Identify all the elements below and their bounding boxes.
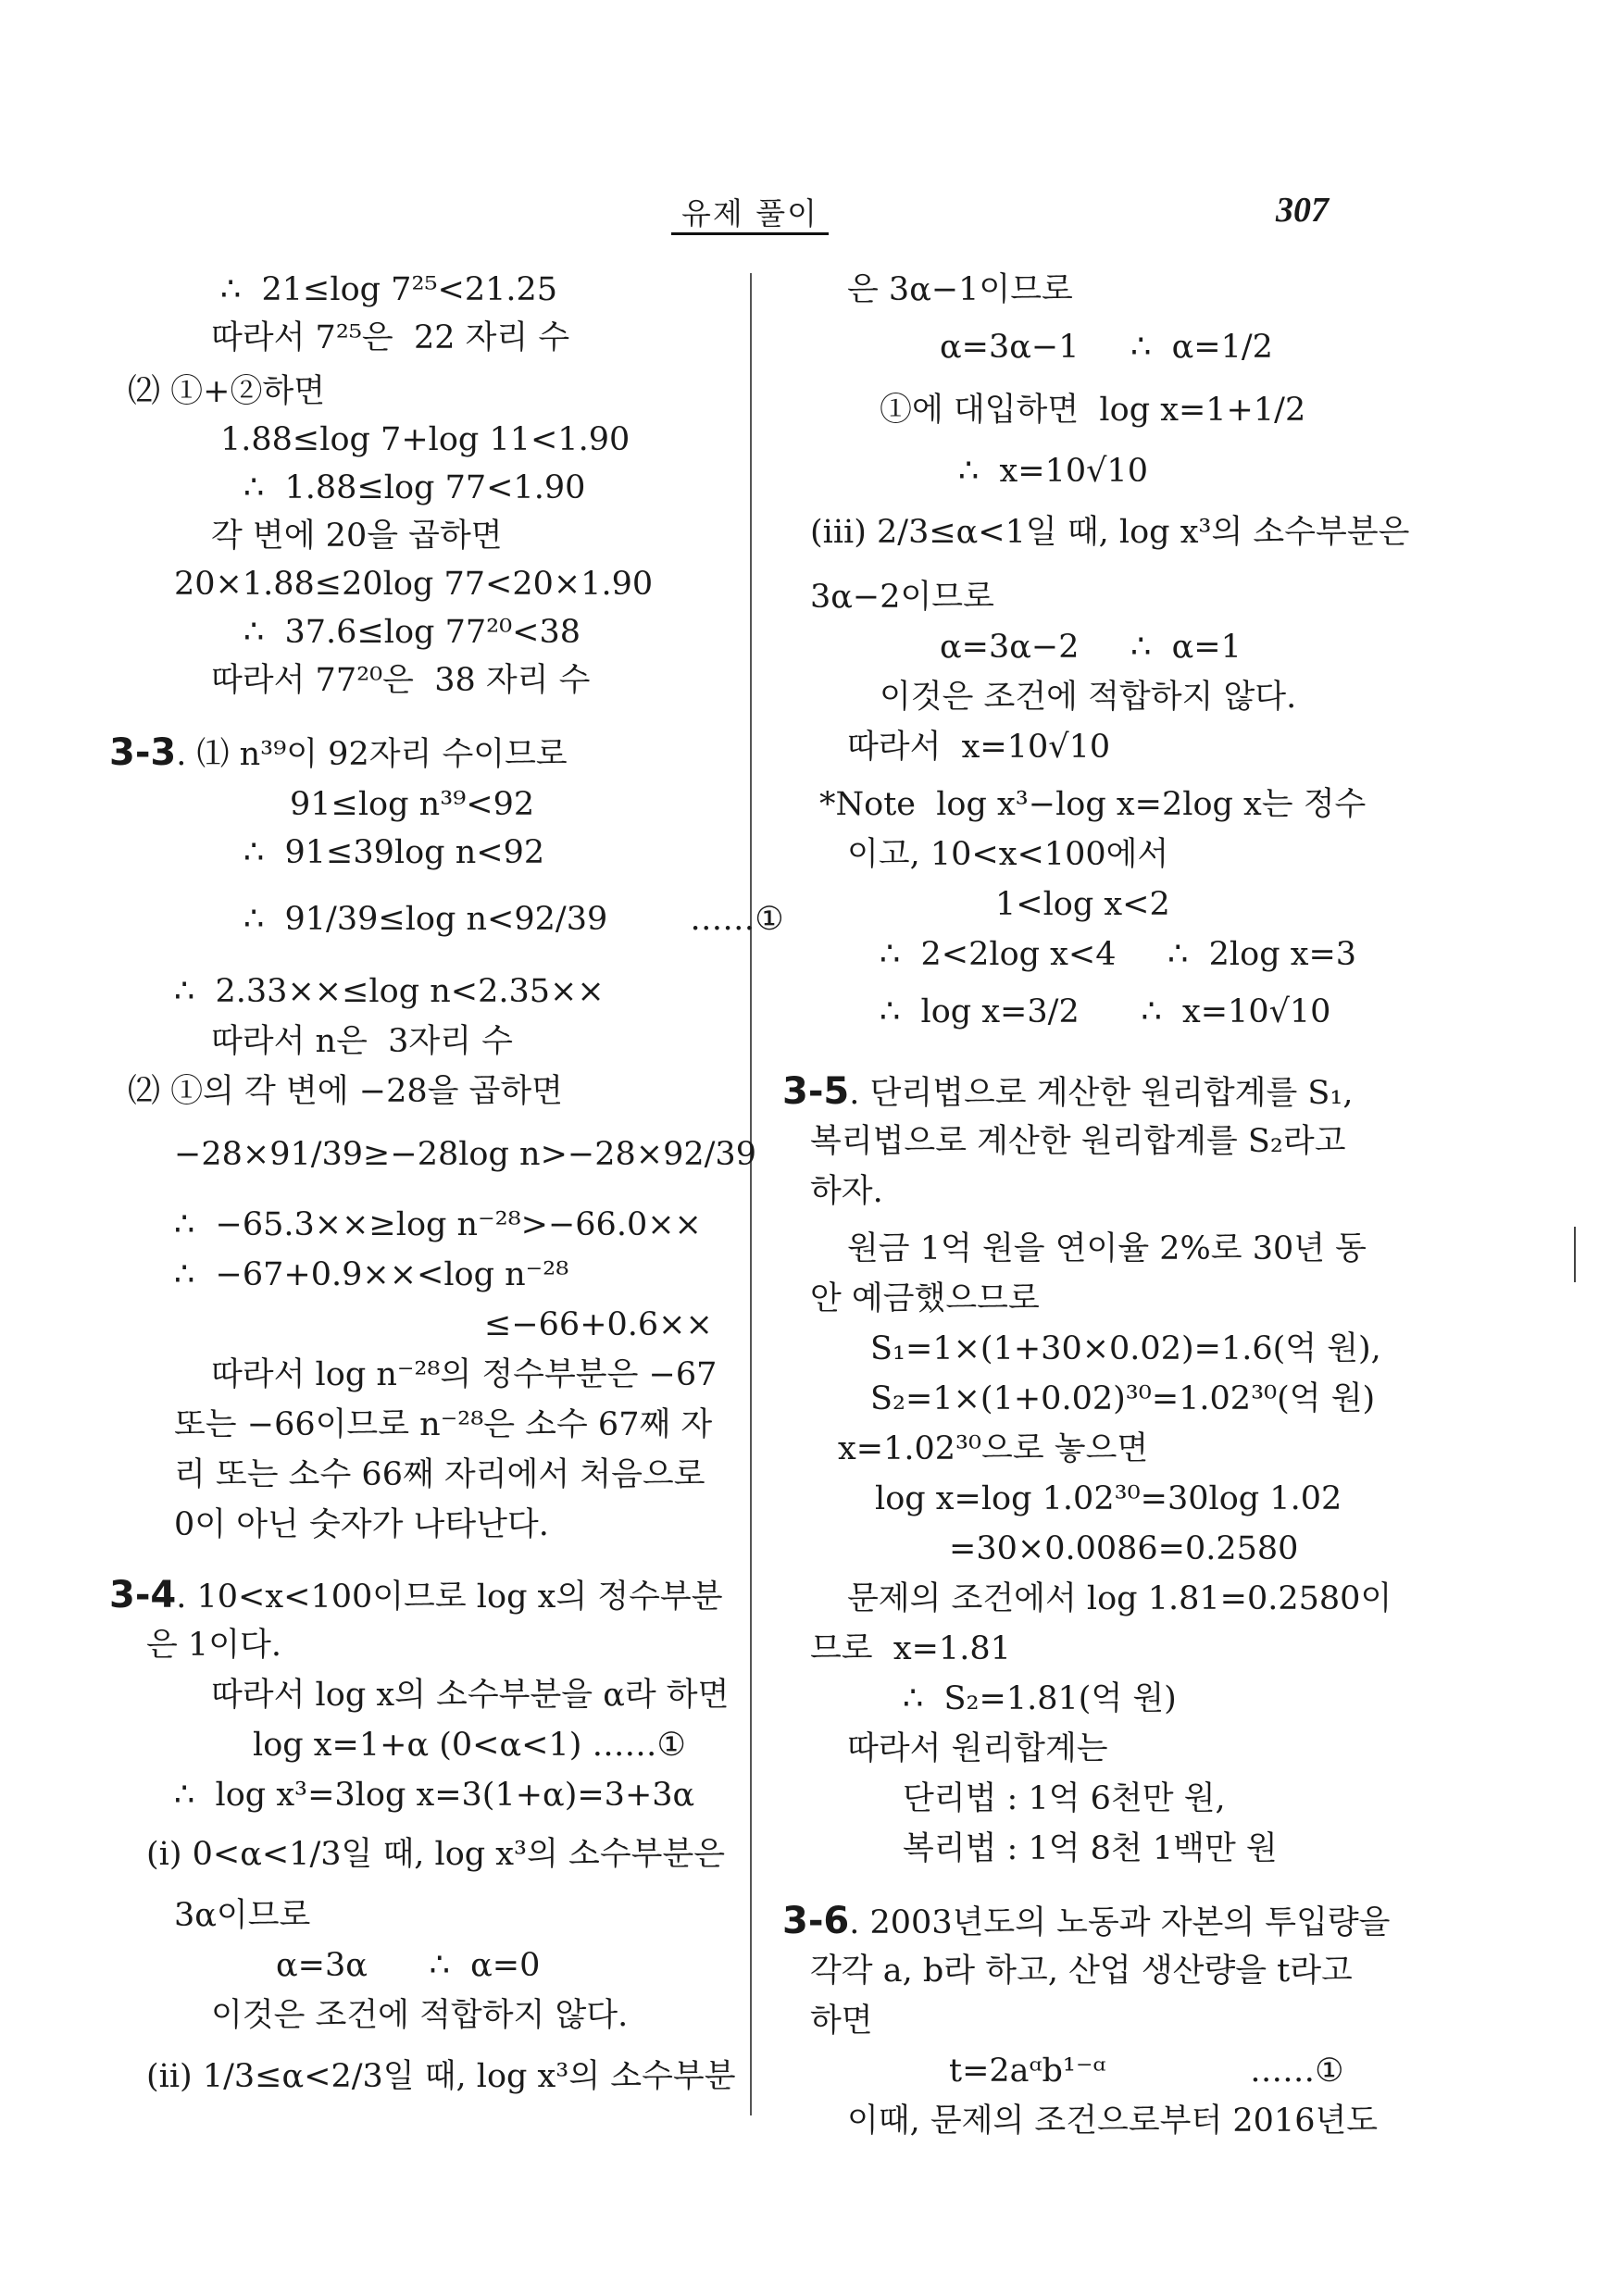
- text-line: 복리법으로 계산한 원리합계를 S₂라고: [810, 1123, 1346, 1160]
- text-line: (ii) 1/3≤α<2/3일 때, log x³의 소수부분: [146, 2058, 736, 2095]
- page-number: 307: [1276, 191, 1329, 230]
- text-line: ∴ 37.6≤log 77²⁰<38: [243, 614, 581, 651]
- text-line: 이것은 조건에 적합하지 않다.: [880, 679, 1297, 716]
- text-line: 따라서 x=10√10: [847, 729, 1111, 766]
- text-line: 1.88≤log 7+log 11<1.90: [220, 421, 630, 458]
- text-line: ∴ x=10√10: [958, 453, 1148, 490]
- text-line: 91≤log n³⁹<92: [290, 786, 535, 823]
- text-line: 하면: [810, 2003, 873, 2040]
- text-line: ∴ S₂=1.81(억 원): [903, 1680, 1177, 1717]
- text-line: 각 변에 20을 곱하면: [211, 518, 503, 555]
- text-line: 3-3. ⑴ n³⁹이 92자리 수이므로: [109, 731, 568, 774]
- text-line: α=3α−1 ∴ α=1/2: [940, 329, 1273, 366]
- text-line: ⑵ ①의 각 변에 −28을 곱하면: [128, 1073, 563, 1110]
- text-line: =30×0.0086=0.2580: [949, 1530, 1299, 1567]
- text-line: 복리법 : 1억 8천 1백만 원: [903, 1830, 1278, 1867]
- text-line: ∴ log x=3/2 ∴ x=10√10: [880, 993, 1331, 1030]
- column-divider: [750, 273, 752, 2115]
- text-line: 20×1.88≤20log 77<20×1.90: [174, 566, 654, 603]
- text-line: 3-6. 2003년도의 노동과 자본의 투입량을: [782, 1900, 1391, 1942]
- text-line: t=2aᵅb¹⁻ᵅ ……①: [949, 2053, 1344, 2090]
- text-line: ∴ 1.88≤log 77<1.90: [243, 469, 586, 506]
- text-line: 하자.: [810, 1173, 883, 1210]
- text-line: ∴ −67+0.9××<log n⁻²⁸: [174, 1256, 569, 1293]
- text-line: 따라서 원리합계는: [847, 1730, 1108, 1767]
- edge-mark: [1574, 1227, 1576, 1282]
- text-line: 은 3α−1이므로: [847, 271, 1073, 308]
- text-line: 3α−2이므로: [810, 579, 994, 616]
- text-line: α=3α ∴ α=0: [276, 1947, 541, 1984]
- text-line: 안 예금했으므로: [810, 1280, 1040, 1317]
- text-line: 따라서 log n⁻²⁸의 정수부분은 −67: [211, 1356, 718, 1393]
- text-line: 원금 1억 원을 연이율 2%로 30년 동: [847, 1230, 1367, 1267]
- text-line: 따라서 77²⁰은 38 자리 수: [211, 662, 591, 699]
- text-line: 0이 아닌 숫자가 나타난다.: [174, 1506, 549, 1543]
- text-line: S₁=1×(1+30×0.02)=1.6(억 원),: [870, 1330, 1381, 1367]
- text-line: 므로 x=1.81: [810, 1630, 1011, 1667]
- text-line: ∴ 21≤log 7²⁵<21.25: [220, 271, 558, 308]
- problem-number: 3-3: [109, 731, 177, 774]
- text-line: ∴ −65.3××≥log n⁻²⁸>−66.0××: [174, 1206, 702, 1243]
- text-line: 이것은 조건에 적합하지 않다.: [211, 1997, 629, 2034]
- text-line: 문제의 조건에서 log 1.81=0.2580이: [847, 1580, 1392, 1617]
- text-line: 이고, 10<x<100에서: [847, 836, 1169, 873]
- text-line: log x=log 1.02³⁰=30log 1.02: [875, 1480, 1342, 1517]
- text-line: 따라서 log x의 소수부분을 α라 하면: [211, 1677, 730, 1714]
- text-line: ∴ 2.33××≤log n<2.35××: [174, 973, 605, 1010]
- text-line: x=1.02³⁰으로 놓으면: [838, 1430, 1149, 1467]
- text-line: 1<log x<2: [995, 886, 1170, 923]
- text-line: 따라서 7²⁵은 22 자리 수: [211, 319, 570, 356]
- text-line: 3-5. 단리법으로 계산한 원리합계를 S₁,: [782, 1070, 1354, 1113]
- text-line: 3-4. 10<x<100이므로 log x의 정수부분: [109, 1574, 723, 1616]
- problem-number: 3-4: [109, 1574, 177, 1616]
- text-line: 리 또는 소수 66째 자리에서 처음으로: [174, 1456, 705, 1493]
- text-line: 따라서 n은 3자리 수: [211, 1023, 513, 1060]
- text-line: 이때, 문제의 조건으로부터 2016년도: [847, 2103, 1379, 2140]
- text-line: 또는 −66이므로 n⁻²⁸은 소수 67째 자: [174, 1406, 713, 1443]
- text-line: ≤−66+0.6××: [484, 1306, 713, 1343]
- text-line: 단리법 : 1억 6천만 원,: [903, 1780, 1226, 1817]
- text-line: 각각 a, b라 하고, 산업 생산량을 t라고: [810, 1953, 1353, 1990]
- problem-number: 3-6: [782, 1900, 850, 1942]
- text-line: (iii) 2/3≤α<1일 때, log x³의 소수부분은: [810, 514, 1410, 551]
- text-line: ∴ 91≤39log n<92: [243, 834, 545, 871]
- text-line: 은 1이다.: [146, 1627, 281, 1664]
- text-line: α=3α−2 ∴ α=1: [940, 629, 1242, 666]
- text-line: log x=1+α (0<α<1) ……①: [253, 1727, 686, 1764]
- header-title: 유제 풀이: [671, 190, 829, 235]
- text-line: −28×91/39≥−28log n>−28×92/39: [174, 1136, 756, 1173]
- text-line: *Note log x³−log x=2log x는 정수: [819, 786, 1367, 823]
- text-line: ⑵ ①+②하면: [128, 373, 326, 410]
- text-line: S₂=1×(1+0.02)³⁰=1.02³⁰(억 원): [870, 1380, 1376, 1417]
- problem-number: 3-5: [782, 1070, 850, 1113]
- text-line: 3α이므로: [174, 1897, 311, 1934]
- text-line: ∴ log x³=3log x=3(1+α)=3+3α: [174, 1777, 695, 1814]
- text-line: ∴ 91/39≤log n<92/39 ……①: [243, 901, 784, 938]
- text-line: ∴ 2<2log x<4 ∴ 2log x=3: [880, 936, 1357, 973]
- text-line: ①에 대입하면 log x=1+1/2: [880, 392, 1306, 429]
- text-line: (i) 0<α<1/3일 때, log x³의 소수부분은: [146, 1836, 726, 1873]
